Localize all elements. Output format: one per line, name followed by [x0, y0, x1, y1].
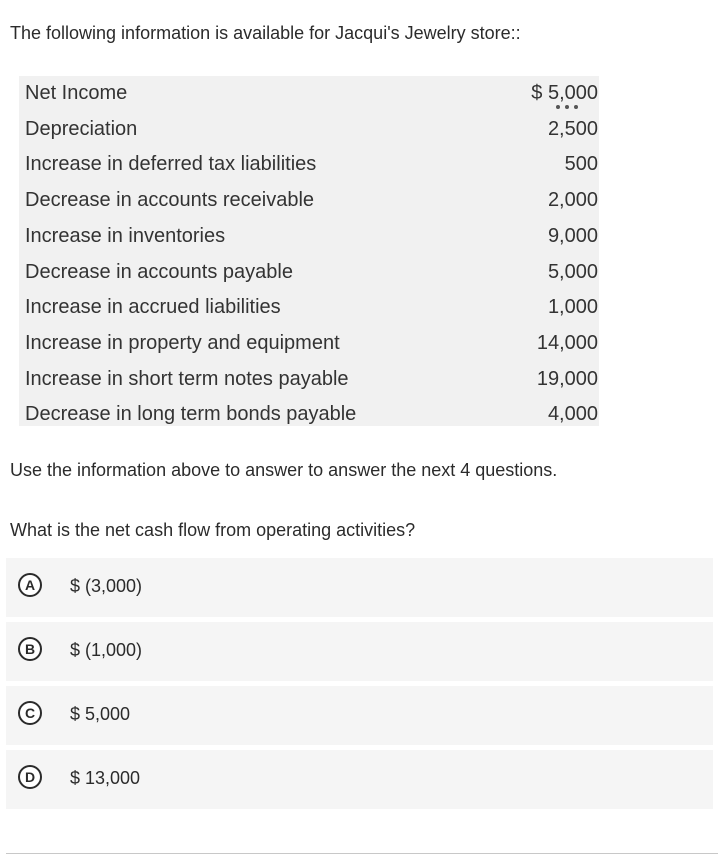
row-label: Increase in short term notes payable — [25, 368, 349, 390]
table-row — [19, 362, 599, 398]
row-value: $ 5,000 — [531, 82, 598, 104]
option-text: $ (1,000) — [70, 640, 143, 660]
row-label: Increase in deferred tax liabilities — [25, 153, 317, 175]
bottom-divider — [6, 853, 718, 854]
row-value: 500 — [564, 153, 598, 175]
table-row — [19, 112, 599, 148]
option-letter-badge: C — [18, 701, 42, 725]
row-label: Net Income — [25, 82, 128, 104]
row-label: Decrease in accounts payable — [25, 261, 293, 283]
row-value: 19,000 — [536, 368, 598, 390]
row-label: Increase in inventories — [25, 225, 226, 247]
option-text: $ (3,000) — [70, 576, 143, 596]
option-letter-badge: D — [18, 765, 42, 789]
table-row — [19, 147, 599, 183]
row-value: 4,000 — [547, 403, 598, 425]
table-row — [19, 219, 599, 255]
row-value: 2,000 — [547, 189, 598, 211]
table-row — [19, 326, 599, 362]
row-value: 14,000 — [536, 332, 598, 354]
dot — [556, 105, 560, 109]
question-text: What is the net cash flow from operating activities? — [10, 520, 416, 540]
intro-text: The following information is available for Jacqui's Jewelry store:: — [10, 23, 521, 43]
financial-data-table — [19, 76, 599, 426]
table-row — [19, 290, 599, 326]
row-value: 2,500 — [547, 118, 598, 140]
row-label: Increase in accrued liabilities — [25, 296, 281, 318]
option-letter-badge: A — [18, 573, 42, 597]
answer-option-a[interactable] — [6, 558, 713, 617]
row-label: Increase in property and equipment — [25, 332, 340, 354]
row-value: 5,000 — [547, 261, 598, 283]
instruction-text: Use the information above to answer to answer the next 4 questions. — [10, 460, 558, 480]
dot — [565, 105, 569, 109]
row-label: Decrease in long term bonds payable — [25, 403, 357, 425]
row-value: 9,000 — [547, 225, 598, 247]
table-row — [19, 183, 599, 219]
option-letter-badge: B — [18, 637, 42, 661]
row-value: 1,000 — [547, 296, 598, 318]
table-row — [19, 255, 599, 291]
answer-option-d[interactable] — [6, 750, 713, 809]
option-text: $ 13,000 — [70, 768, 141, 788]
table-row — [19, 397, 599, 433]
dot — [574, 105, 578, 109]
answer-option-b[interactable] — [6, 622, 713, 681]
answer-option-c[interactable] — [6, 686, 713, 745]
row-label: Decrease in accounts receivable — [25, 189, 315, 211]
table-row — [19, 76, 599, 112]
option-text: $ 5,000 — [70, 704, 131, 724]
more-horizontal-icon[interactable] — [556, 103, 578, 111]
row-label: Depreciation — [25, 118, 138, 140]
